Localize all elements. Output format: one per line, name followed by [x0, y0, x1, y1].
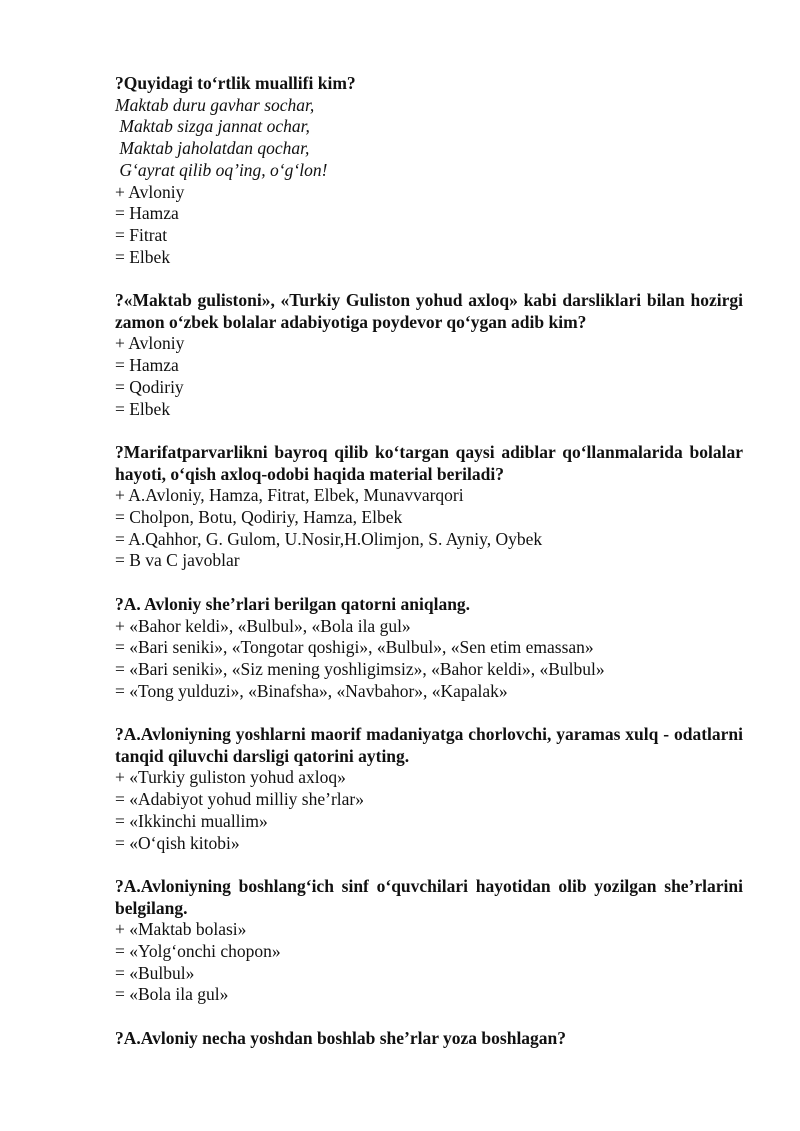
poem-line: Maktab jaholatdan qochar, — [115, 138, 310, 159]
question-text: ?«Maktab gulistoni», «Turkiy Guliston yohud axloq» kabi darsliklari bilan hozirgi zamon o‘zbek bolalar adabiyotiga poydevor qo‘ygan adib kim? — [115, 290, 743, 332]
question-block — [115, 1028, 743, 1050]
question-block — [115, 290, 743, 420]
answer-option-correct: + «Maktab bolasi» — [115, 919, 247, 940]
answer-option: = Elbek — [115, 398, 171, 419]
answer-option: = Elbek — [115, 246, 171, 267]
poem-line: Maktab duru gavhar sochar, — [115, 94, 315, 115]
question-block — [115, 594, 743, 703]
question-block — [115, 876, 743, 1006]
answer-option: = Qodiriy — [115, 376, 184, 397]
question-block — [115, 724, 743, 854]
answer-option: = Hamza — [115, 355, 179, 376]
answer-option: = «Bari seniki», «Siz mening yoshligimsiz», «Bahor keldi», «Bulbul» — [115, 658, 605, 679]
answer-option-correct: + Avloniy — [115, 181, 185, 202]
question-text: ?A.Avloniy necha yoshdan boshlab she’rlar yoza boshlagan? — [115, 1027, 567, 1048]
question-block — [115, 442, 743, 572]
poem-line: Maktab sizga jannat ochar, — [115, 116, 310, 137]
answer-option-correct: + Avloniy — [115, 333, 185, 354]
answer-option: = «Bulbul» — [115, 962, 195, 983]
answer-option: = «Bola ila gul» — [115, 984, 229, 1005]
question-text: ?A.Avloniyning boshlang‘ich sinf o‘quvchilari hayotidan olib yozilgan she’rlarini belgilang. — [115, 875, 743, 918]
answer-option-correct: + A.Avloniy, Hamza, Fitrat, Elbek, Munavvarqori — [115, 485, 464, 506]
answer-option-correct: + «Bahor keldi», «Bulbul», «Bola ila gul» — [115, 615, 411, 636]
answer-option: = A.Qahhor, G. Gulom, U.Nosir,H.Olimjon, S. Ayniy, Oybek — [115, 528, 543, 549]
answer-option: = «O‘qish kitobi» — [115, 832, 240, 853]
answer-option-correct: + «Turkiy guliston yohud axloq» — [115, 767, 346, 788]
question-text: ?Quyidagi to‘rtlik muallifi kim? — [115, 73, 356, 93]
answer-option: = Fitrat — [115, 224, 168, 245]
question-text: ?A. Avloniy she’rlari berilgan qatorni aniqlang. — [115, 593, 471, 614]
answer-option: = «Adabiyot yohud milliy she’rlar» — [115, 789, 364, 810]
answer-option: = Hamza — [115, 203, 179, 224]
answer-option: = Cholpon, Botu, Qodiriy, Hamza, Elbek — [115, 507, 403, 528]
answer-option: = «Yolg‘onchi chopon» — [115, 941, 281, 962]
poem-line: G‘ayrat qilib oq’ing, o‘g‘lon! — [115, 159, 328, 180]
answer-option: = «Ikkinchi muallim» — [115, 810, 268, 831]
question-block — [115, 73, 743, 268]
answer-option: = «Tong yulduzi», «Binafsha», «Navbahor», «Kapalak» — [115, 680, 508, 701]
question-text: ?A.Avloniyning yoshlarni maorif madaniyatga chorlovchi, yaramas xulq - odatlarni tanqid qiluvchi darsligi qatorini ayting. — [115, 724, 743, 766]
answer-option: = B va C javoblar — [115, 550, 240, 571]
answer-option: = «Bari seniki», «Tongotar qoshigi», «Bulbul», «Sen etim emassan» — [115, 637, 594, 658]
question-text: ?Marifatparvarlikni bayroq qilib ko‘targan qaysi adiblar qo‘llanmalarida bolalar hayoti, o‘qish axloq-odobi haqida material beriladi? — [115, 441, 743, 484]
